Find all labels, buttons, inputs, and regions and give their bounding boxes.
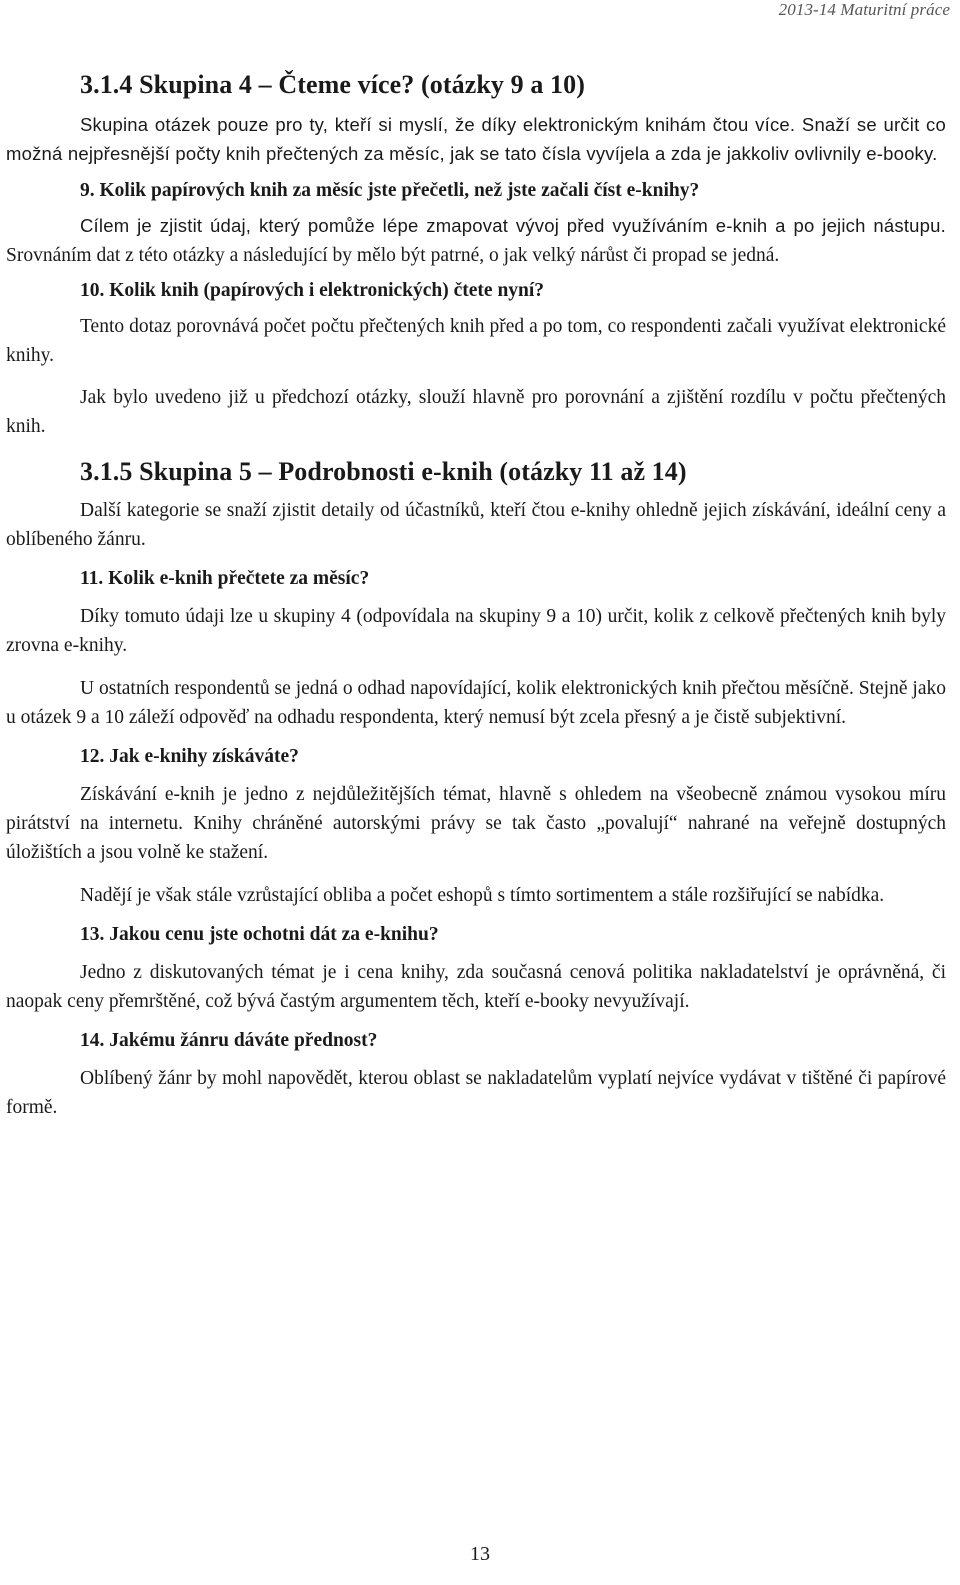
- running-header: 2013-14 Maturitní práce: [778, 0, 950, 19]
- question-9-text-part2: Srovnáním dat z této otázky a následující by mělo být patrné, o jak velký nárůst či propad se jedná.: [6, 245, 780, 266]
- page-number: 13: [470, 1543, 490, 1565]
- question-12-title: 12. Jak e-knihy získáváte?: [80, 746, 299, 767]
- question-9-text-part1: Cílem je zjistit údaj, který pomůže lépe zmapovat vývoj před využíváním e-knih a po jejich nástupu.: [80, 215, 946, 236]
- question-10-title: 10. Kolik knih (papírových i elektronických) čtete nyní?: [80, 280, 545, 301]
- question-12-paragraph-1: Získávání e-knih je jedno z nejdůležitějších témat, hlavně s ohledem na všeobecně známou vysokou míru pirátství na internetu. Knihy chráněné autorskými právy se tak často „povalují“ nahrané na veřejně dostupných úložištích a jsou volně ke stažení.: [6, 784, 946, 863]
- question-13-paragraph-1: Jedno z diskutovaných témat je i cena knihy, zda současná cenová politika nakladatelství je oprávněná, či naopak ceny přemrštěné, což bývá častým argumentem těch, kteří e-booky nevyužívají.: [6, 962, 946, 1012]
- question-10-paragraph-1: Tento dotaz porovnává počet počtu přečtených knih před a po tom, co respondenti začali využívat elektronické knihy.: [6, 316, 946, 366]
- question-14-title: 14. Jakému žánru dáváte přednost?: [80, 1030, 378, 1051]
- question-11-paragraph-2: U ostatních respondentů se jedná o odhad napovídající, kolik elektronických knih přečtou měsíčně. Stejně jako u otázek 9 a 10 záleží odpověď na odhadu respondenta, který nemusí být zcela přesný a je čistě subjektivní.: [6, 678, 946, 728]
- document-body: [6, 70, 946, 1122]
- question-9-title: 9. Kolik papírových knih za měsíc jste přečetli, než jste začali číst e-knihy?: [80, 180, 700, 201]
- section-5-intro: Další kategorie se snaží zjistit detaily od účastníků, kteří čtou e-knihy ohledně jejich získávání, ideální ceny a oblíbeného žánru.: [6, 500, 946, 550]
- section-4-intro: Skupina otázek pouze pro ty, kteří si myslí, že díky elektronickým knihám čtou více. Snaží se určit co možná nejpřesnější počty knih přečtených za měsíc, jak se tato čísla vyvíjela a zda je jakkoliv ovlivnily e-booky.: [6, 114, 946, 164]
- section-heading-5: 3.1.5 Skupina 5 – Podrobnosti e-knih (otázky 11 až 14): [80, 457, 687, 486]
- question-13-title: 13. Jakou cenu jste ochotni dát za e-knihu?: [80, 924, 439, 945]
- question-11-title: 11. Kolik e-knih přečtete za měsíc?: [80, 568, 370, 589]
- question-12-paragraph-2: Nadějí je však stále vzrůstající obliba a počet eshopů s tímto sortimentem a stále rozšiřující se nabídka.: [80, 885, 885, 906]
- question-10-paragraph-2: Jak bylo uvedeno již u předchozí otázky, slouží hlavně pro porovnání a zjištění rozdílu v počtu přečtených knih.: [6, 387, 946, 437]
- question-14-paragraph-1: Oblíbený žánr by mohl napovědět, kterou oblast se nakladatelům vyplatí nejvíce vydávat v tištěné či papírové formě.: [6, 1068, 946, 1118]
- question-9-description: [6, 211, 946, 270]
- section-heading-4: 3.1.4 Skupina 4 – Čteme více? (otázky 9 a 10): [80, 70, 585, 99]
- question-11-paragraph-1: Díky tomuto údaji lze u skupiny 4 (odpovídala na skupiny 9 a 10) určit, kolik z celkově přečtených knih byly zrovna e-knihy.: [6, 606, 946, 656]
